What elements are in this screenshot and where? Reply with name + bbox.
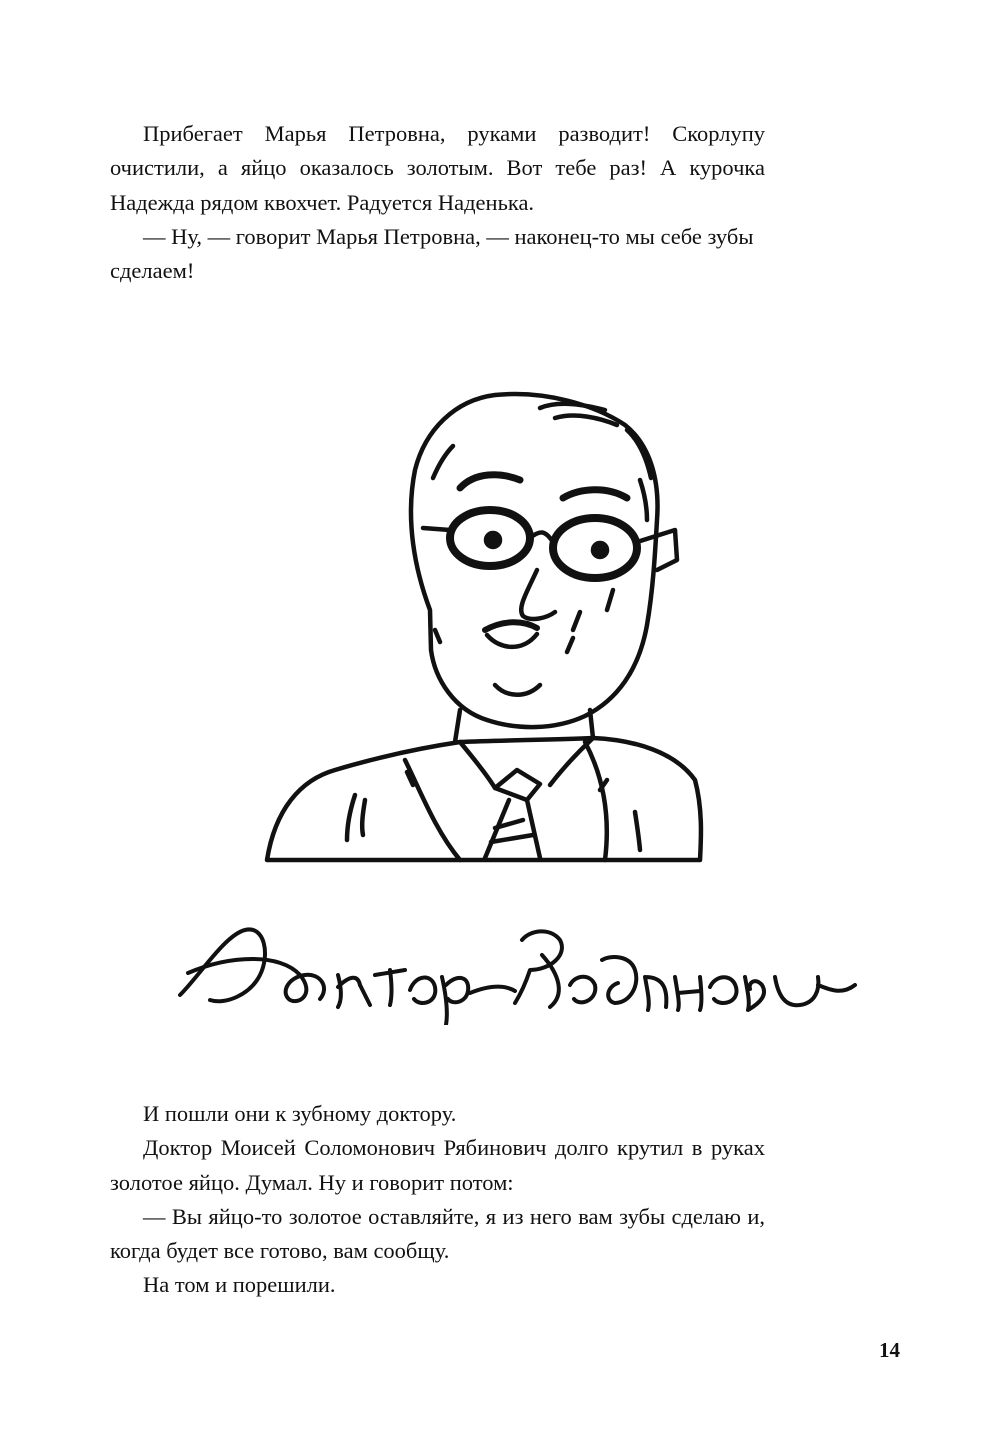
dialog-paragraph: — Вы яйцо-то золотое оставляйте, я из него вам зубы сделаю и, когда будет все готово, вам сообщу. — [110, 1203, 765, 1264]
paragraph: Доктор Моисей Соломонович Рябинович долго крутил в руках золотое яйцо. Думал. Ну и говорит потом: — [110, 1135, 765, 1195]
text-block-bottom — [110, 1097, 765, 1303]
signature-caption — [170, 915, 860, 1025]
paragraph: И пошли они к зубному доктору. — [143, 1101, 457, 1126]
page-number: 14 — [879, 1338, 900, 1362]
text-block-top — [110, 117, 765, 288]
doctor-portrait-illustration — [255, 380, 705, 880]
paragraph: Прибегает Марья Петровна, руками разводит! Скорлупу очистили, а яйцо оказалось золотым. Вот тебе раз! А курочка Надежда рядом квохчет. Радуется Наденька. — [110, 121, 765, 215]
dialog-paragraph: — Ну, — говорит Марья Петровна, — наконец-то мы себе зубы сделаем! — [110, 223, 754, 284]
paragraph: На том и порешили. — [143, 1272, 336, 1298]
